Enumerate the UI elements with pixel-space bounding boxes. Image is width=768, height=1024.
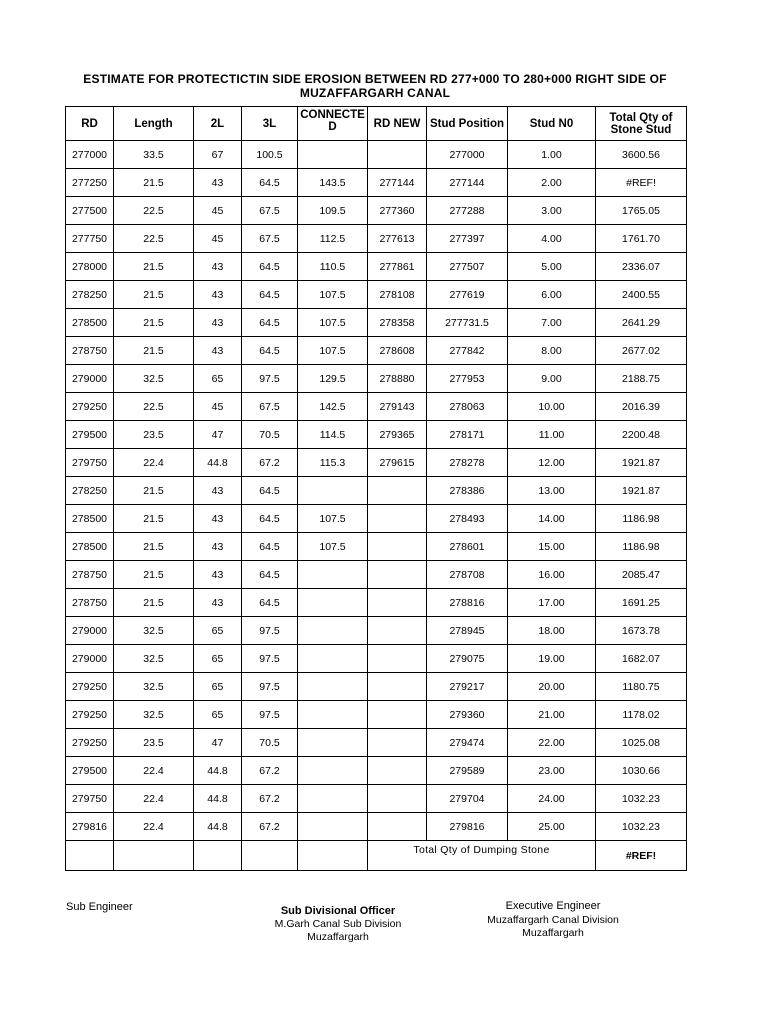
cell-length: 33.5 <box>114 141 194 169</box>
cell-connected: 143.5 <box>298 169 368 197</box>
cell-connected: 107.5 <box>298 309 368 337</box>
cell-connected <box>298 701 368 729</box>
cell-3l: 67.2 <box>242 785 298 813</box>
table-row <box>66 505 687 533</box>
cell-rd-new: 277360 <box>368 197 427 225</box>
table-row <box>66 477 687 505</box>
table-row <box>66 197 687 225</box>
cell-rd-new: 278108 <box>368 281 427 309</box>
cell-2l: 43 <box>194 309 242 337</box>
cell-rd: 279500 <box>66 421 114 449</box>
cell-length: 32.5 <box>114 673 194 701</box>
sdo-signature <box>238 905 438 944</box>
header-rd: RD <box>66 107 114 141</box>
table-row <box>66 813 687 841</box>
cell-connected <box>298 589 368 617</box>
cell-length: 22.5 <box>114 197 194 225</box>
cell-stud-no: 25.00 <box>508 813 596 841</box>
header-stud-no: Stud N0 <box>508 107 596 141</box>
cell-total-qty: 1032.23 <box>596 785 687 813</box>
cell-3l: 64.5 <box>242 561 298 589</box>
cell-2l: 65 <box>194 701 242 729</box>
table-row <box>66 589 687 617</box>
cell-2l: 67 <box>194 141 242 169</box>
cell-stud-position: 279075 <box>427 645 508 673</box>
cell-3l: 64.5 <box>242 253 298 281</box>
cell-2l: 65 <box>194 617 242 645</box>
cell-stud-no: 4.00 <box>508 225 596 253</box>
cell-3l: 64.5 <box>242 589 298 617</box>
cell-length: 32.5 <box>114 365 194 393</box>
cell-length: 22.4 <box>114 449 194 477</box>
cell-stud-no: 5.00 <box>508 253 596 281</box>
sdo-line-1: M.Garh Canal Sub Division <box>274 918 402 930</box>
cell-stud-position: 277144 <box>427 169 508 197</box>
cell-stud-no: 13.00 <box>508 477 596 505</box>
cell-stud-position: 277000 <box>427 141 508 169</box>
cell-2l: 43 <box>194 533 242 561</box>
cell-stud-position: 279217 <box>427 673 508 701</box>
cell-stud-no: 12.00 <box>508 449 596 477</box>
table-row <box>66 281 687 309</box>
cell-connected <box>298 617 368 645</box>
cell-connected: 115.3 <box>298 449 368 477</box>
cell-total-qty: 2641.29 <box>596 309 687 337</box>
cell-rd-new: 277613 <box>368 225 427 253</box>
cell-stud-no: 9.00 <box>508 365 596 393</box>
cell-3l: 70.5 <box>242 421 298 449</box>
cell-2l: 43 <box>194 337 242 365</box>
cell-stud-no: 11.00 <box>508 421 596 449</box>
title-line-1: ESTIMATE FOR PROTECTICTIN SIDE EROSION BETWEEN RD 277+000 TO 280+000 RIGHT SIDE OF <box>83 72 667 86</box>
cell-2l: 43 <box>194 253 242 281</box>
table-row <box>66 365 687 393</box>
cell-connected: 114.5 <box>298 421 368 449</box>
cell-stud-no: 10.00 <box>508 393 596 421</box>
cell-connected: 129.5 <box>298 365 368 393</box>
cell-total-qty: 1025.08 <box>596 729 687 757</box>
cell-total-qty: 1032.23 <box>596 813 687 841</box>
cell-rd: 278500 <box>66 309 114 337</box>
cell-rd: 279816 <box>66 813 114 841</box>
cell-rd: 279750 <box>66 449 114 477</box>
cell-2l: 65 <box>194 645 242 673</box>
table-row <box>66 701 687 729</box>
cell-rd: 279250 <box>66 393 114 421</box>
table-row <box>66 393 687 421</box>
cell-2l: 43 <box>194 561 242 589</box>
cell-stud-position: 279704 <box>427 785 508 813</box>
table-row <box>66 253 687 281</box>
cell-length: 32.5 <box>114 701 194 729</box>
cell-length: 32.5 <box>114 617 194 645</box>
cell-stud-no: 19.00 <box>508 645 596 673</box>
cell-rd-new: 278608 <box>368 337 427 365</box>
cell-rd: 278000 <box>66 253 114 281</box>
cell-total-qty: 1691.25 <box>596 589 687 617</box>
table-row <box>66 645 687 673</box>
cell-stud-no: 8.00 <box>508 337 596 365</box>
cell-3l: 64.5 <box>242 169 298 197</box>
cell-2l: 43 <box>194 505 242 533</box>
cell-stud-position: 279589 <box>427 757 508 785</box>
cell-total-qty: 1030.66 <box>596 757 687 785</box>
cell-stud-position: 278386 <box>427 477 508 505</box>
cell-rd-new: 279365 <box>368 421 427 449</box>
header-connected: CONNECTE D <box>298 107 368 141</box>
empty-cell <box>194 841 242 871</box>
cell-2l: 44.8 <box>194 757 242 785</box>
title-line-2: MUZAFFARGARH CANAL <box>299 86 451 100</box>
cell-total-qty: 2085.47 <box>596 561 687 589</box>
table-row <box>66 309 687 337</box>
cell-3l: 97.5 <box>242 645 298 673</box>
cell-stud-position: 278171 <box>427 421 508 449</box>
cell-total-qty: 3600.56 <box>596 141 687 169</box>
cell-3l: 64.5 <box>242 477 298 505</box>
total-row <box>66 841 687 871</box>
cell-rd: 277250 <box>66 169 114 197</box>
header-row <box>66 107 687 141</box>
cell-2l: 44.8 <box>194 449 242 477</box>
table-row <box>66 421 687 449</box>
cell-rd-new <box>368 589 427 617</box>
cell-total-qty: 1673.78 <box>596 617 687 645</box>
cell-total-qty: 1921.87 <box>596 449 687 477</box>
cell-rd: 277750 <box>66 225 114 253</box>
cell-stud-position: 278063 <box>427 393 508 421</box>
empty-cell <box>66 841 114 871</box>
table-body <box>66 141 687 841</box>
cell-stud-position: 277842 <box>427 337 508 365</box>
header-rd-new: RD NEW <box>368 107 427 141</box>
cell-2l: 47 <box>194 729 242 757</box>
cell-total-qty: 2200.48 <box>596 421 687 449</box>
cell-rd: 278250 <box>66 477 114 505</box>
cell-rd-new <box>368 477 427 505</box>
xen-signature <box>463 900 643 940</box>
cell-connected <box>298 757 368 785</box>
cell-rd-new: 277861 <box>368 253 427 281</box>
cell-3l: 67.5 <box>242 225 298 253</box>
sdo-role: Sub Divisional Officer <box>280 905 396 917</box>
cell-length: 22.4 <box>114 785 194 813</box>
cell-3l: 64.5 <box>242 533 298 561</box>
cell-connected <box>298 785 368 813</box>
cell-stud-position: 277619 <box>427 281 508 309</box>
cell-2l: 43 <box>194 281 242 309</box>
cell-rd-new: 279615 <box>368 449 427 477</box>
sub-engineer-role: Sub Engineer <box>66 901 133 913</box>
cell-rd-new <box>368 533 427 561</box>
table-row <box>66 673 687 701</box>
cell-total-qty: 2677.02 <box>596 337 687 365</box>
cell-stud-position: 278945 <box>427 617 508 645</box>
cell-rd: 279000 <box>66 365 114 393</box>
cell-length: 32.5 <box>114 645 194 673</box>
cell-total-qty: 1186.98 <box>596 505 687 533</box>
table-row <box>66 337 687 365</box>
cell-stud-no: 2.00 <box>508 169 596 197</box>
cell-connected <box>298 477 368 505</box>
cell-3l: 97.5 <box>242 701 298 729</box>
cell-rd: 279000 <box>66 645 114 673</box>
cell-rd: 279250 <box>66 673 114 701</box>
cell-connected <box>298 561 368 589</box>
cell-rd-new <box>368 505 427 533</box>
cell-2l: 47 <box>194 421 242 449</box>
cell-stud-position: 278278 <box>427 449 508 477</box>
cell-stud-no: 1.00 <box>508 141 596 169</box>
cell-stud-position: 278601 <box>427 533 508 561</box>
cell-3l: 70.5 <box>242 729 298 757</box>
cell-stud-no: 3.00 <box>508 197 596 225</box>
cell-stud-position: 278708 <box>427 561 508 589</box>
cell-3l: 100.5 <box>242 141 298 169</box>
cell-rd-new: 277144 <box>368 169 427 197</box>
table-row <box>66 617 687 645</box>
cell-total-qty: 2188.75 <box>596 365 687 393</box>
total-label: Total Qty of Dumping Stone <box>368 841 596 871</box>
header-2l: 2L <box>194 107 242 141</box>
cell-rd-new: 278880 <box>368 365 427 393</box>
cell-3l: 64.5 <box>242 281 298 309</box>
table-row <box>66 757 687 785</box>
cell-rd: 279250 <box>66 701 114 729</box>
cell-stud-no: 6.00 <box>508 281 596 309</box>
cell-2l: 45 <box>194 393 242 421</box>
cell-stud-no: 7.00 <box>508 309 596 337</box>
cell-stud-position: 277507 <box>427 253 508 281</box>
cell-stud-position: 279360 <box>427 701 508 729</box>
cell-rd-new <box>368 561 427 589</box>
cell-stud-no: 24.00 <box>508 785 596 813</box>
cell-connected: 110.5 <box>298 253 368 281</box>
empty-cell <box>114 841 194 871</box>
cell-stud-position: 278493 <box>427 505 508 533</box>
cell-rd: 278500 <box>66 533 114 561</box>
cell-2l: 65 <box>194 673 242 701</box>
cell-rd: 278250 <box>66 281 114 309</box>
cell-connected <box>298 645 368 673</box>
cell-2l: 65 <box>194 365 242 393</box>
cell-stud-no: 16.00 <box>508 561 596 589</box>
cell-length: 22.4 <box>114 813 194 841</box>
cell-stud-no: 15.00 <box>508 533 596 561</box>
cell-stud-no: 20.00 <box>508 673 596 701</box>
sdo-line-2: Muzaffargarh <box>307 931 369 943</box>
cell-connected <box>298 673 368 701</box>
cell-3l: 64.5 <box>242 309 298 337</box>
table-row <box>66 169 687 197</box>
cell-length: 23.5 <box>114 421 194 449</box>
cell-length: 21.5 <box>114 533 194 561</box>
cell-total-qty: 1765.05 <box>596 197 687 225</box>
cell-connected <box>298 729 368 757</box>
cell-rd: 277000 <box>66 141 114 169</box>
cell-rd-new <box>368 813 427 841</box>
cell-length: 21.5 <box>114 505 194 533</box>
cell-3l: 97.5 <box>242 673 298 701</box>
cell-3l: 67.2 <box>242 449 298 477</box>
cell-length: 21.5 <box>114 253 194 281</box>
cell-length: 22.4 <box>114 757 194 785</box>
table-row <box>66 533 687 561</box>
cell-total-qty: #REF! <box>596 169 687 197</box>
cell-stud-no: 14.00 <box>508 505 596 533</box>
table-row <box>66 561 687 589</box>
cell-rd-new: 279143 <box>368 393 427 421</box>
cell-connected: 112.5 <box>298 225 368 253</box>
cell-3l: 64.5 <box>242 337 298 365</box>
cell-total-qty: 1178.02 <box>596 701 687 729</box>
cell-rd-new <box>368 645 427 673</box>
cell-length: 23.5 <box>114 729 194 757</box>
estimate-table <box>65 106 687 871</box>
empty-cell <box>298 841 368 871</box>
empty-cell <box>242 841 298 871</box>
cell-total-qty: 2400.55 <box>596 281 687 309</box>
cell-rd-new <box>368 673 427 701</box>
cell-3l: 64.5 <box>242 505 298 533</box>
cell-total-qty: 1186.98 <box>596 533 687 561</box>
xen-line-2: Muzaffargarh <box>522 927 584 939</box>
cell-rd: 278750 <box>66 337 114 365</box>
header-length: Length <box>114 107 194 141</box>
xen-role: Executive Engineer <box>505 900 601 912</box>
cell-total-qty: 1921.87 <box>596 477 687 505</box>
xen-line-1: Muzaffargarh Canal Division <box>487 914 619 926</box>
cell-stud-position: 279816 <box>427 813 508 841</box>
cell-stud-no: 23.00 <box>508 757 596 785</box>
cell-stud-position: 278816 <box>427 589 508 617</box>
cell-length: 22.5 <box>114 393 194 421</box>
table-row <box>66 141 687 169</box>
cell-stud-position: 277953 <box>427 365 508 393</box>
table-row <box>66 449 687 477</box>
cell-2l: 43 <box>194 169 242 197</box>
cell-connected: 142.5 <box>298 393 368 421</box>
cell-3l: 67.5 <box>242 393 298 421</box>
cell-length: 21.5 <box>114 337 194 365</box>
cell-stud-position: 277397 <box>427 225 508 253</box>
cell-connected: 107.5 <box>298 337 368 365</box>
cell-length: 22.5 <box>114 225 194 253</box>
cell-connected <box>298 141 368 169</box>
cell-2l: 43 <box>194 477 242 505</box>
cell-rd-new <box>368 757 427 785</box>
cell-connected: 107.5 <box>298 533 368 561</box>
sub-engineer-signature <box>66 901 133 914</box>
cell-rd: 278750 <box>66 589 114 617</box>
cell-length: 21.5 <box>114 169 194 197</box>
cell-length: 21.5 <box>114 589 194 617</box>
cell-rd-new: 278358 <box>368 309 427 337</box>
cell-2l: 45 <box>194 197 242 225</box>
cell-stud-no: 17.00 <box>508 589 596 617</box>
cell-2l: 44.8 <box>194 785 242 813</box>
cell-total-qty: 2336.07 <box>596 253 687 281</box>
cell-stud-no: 22.00 <box>508 729 596 757</box>
cell-rd: 279250 <box>66 729 114 757</box>
cell-3l: 67.2 <box>242 813 298 841</box>
cell-rd: 278750 <box>66 561 114 589</box>
total-value: #REF! <box>596 841 687 871</box>
cell-length: 21.5 <box>114 281 194 309</box>
cell-rd: 279750 <box>66 785 114 813</box>
cell-3l: 97.5 <box>242 365 298 393</box>
table-row <box>66 225 687 253</box>
cell-connected <box>298 813 368 841</box>
document-title <box>60 72 690 100</box>
cell-rd: 277500 <box>66 197 114 225</box>
header-3l: 3L <box>242 107 298 141</box>
cell-rd: 278500 <box>66 505 114 533</box>
cell-rd-new <box>368 701 427 729</box>
cell-stud-position: 279474 <box>427 729 508 757</box>
cell-3l: 97.5 <box>242 617 298 645</box>
cell-rd-new <box>368 617 427 645</box>
table-row <box>66 729 687 757</box>
cell-rd-new <box>368 141 427 169</box>
cell-total-qty: 2016.39 <box>596 393 687 421</box>
cell-rd: 279000 <box>66 617 114 645</box>
cell-3l: 67.5 <box>242 197 298 225</box>
cell-stud-position: 277288 <box>427 197 508 225</box>
cell-rd-new <box>368 729 427 757</box>
cell-stud-no: 21.00 <box>508 701 596 729</box>
cell-connected: 107.5 <box>298 505 368 533</box>
cell-2l: 43 <box>194 589 242 617</box>
cell-connected: 107.5 <box>298 281 368 309</box>
cell-total-qty: 1180.75 <box>596 673 687 701</box>
cell-stud-no: 18.00 <box>508 617 596 645</box>
header-stud-position: Stud Position <box>427 107 508 141</box>
cell-length: 21.5 <box>114 561 194 589</box>
cell-stud-position: 277731.5 <box>427 309 508 337</box>
cell-length: 21.5 <box>114 477 194 505</box>
cell-rd: 279500 <box>66 757 114 785</box>
cell-total-qty: 1682.07 <box>596 645 687 673</box>
cell-rd-new <box>368 785 427 813</box>
cell-length: 21.5 <box>114 309 194 337</box>
cell-3l: 67.2 <box>242 757 298 785</box>
cell-2l: 44.8 <box>194 813 242 841</box>
cell-2l: 45 <box>194 225 242 253</box>
cell-total-qty: 1761.70 <box>596 225 687 253</box>
cell-connected: 109.5 <box>298 197 368 225</box>
header-total-qty: Total Qty of Stone Stud <box>596 107 687 141</box>
table-row <box>66 785 687 813</box>
